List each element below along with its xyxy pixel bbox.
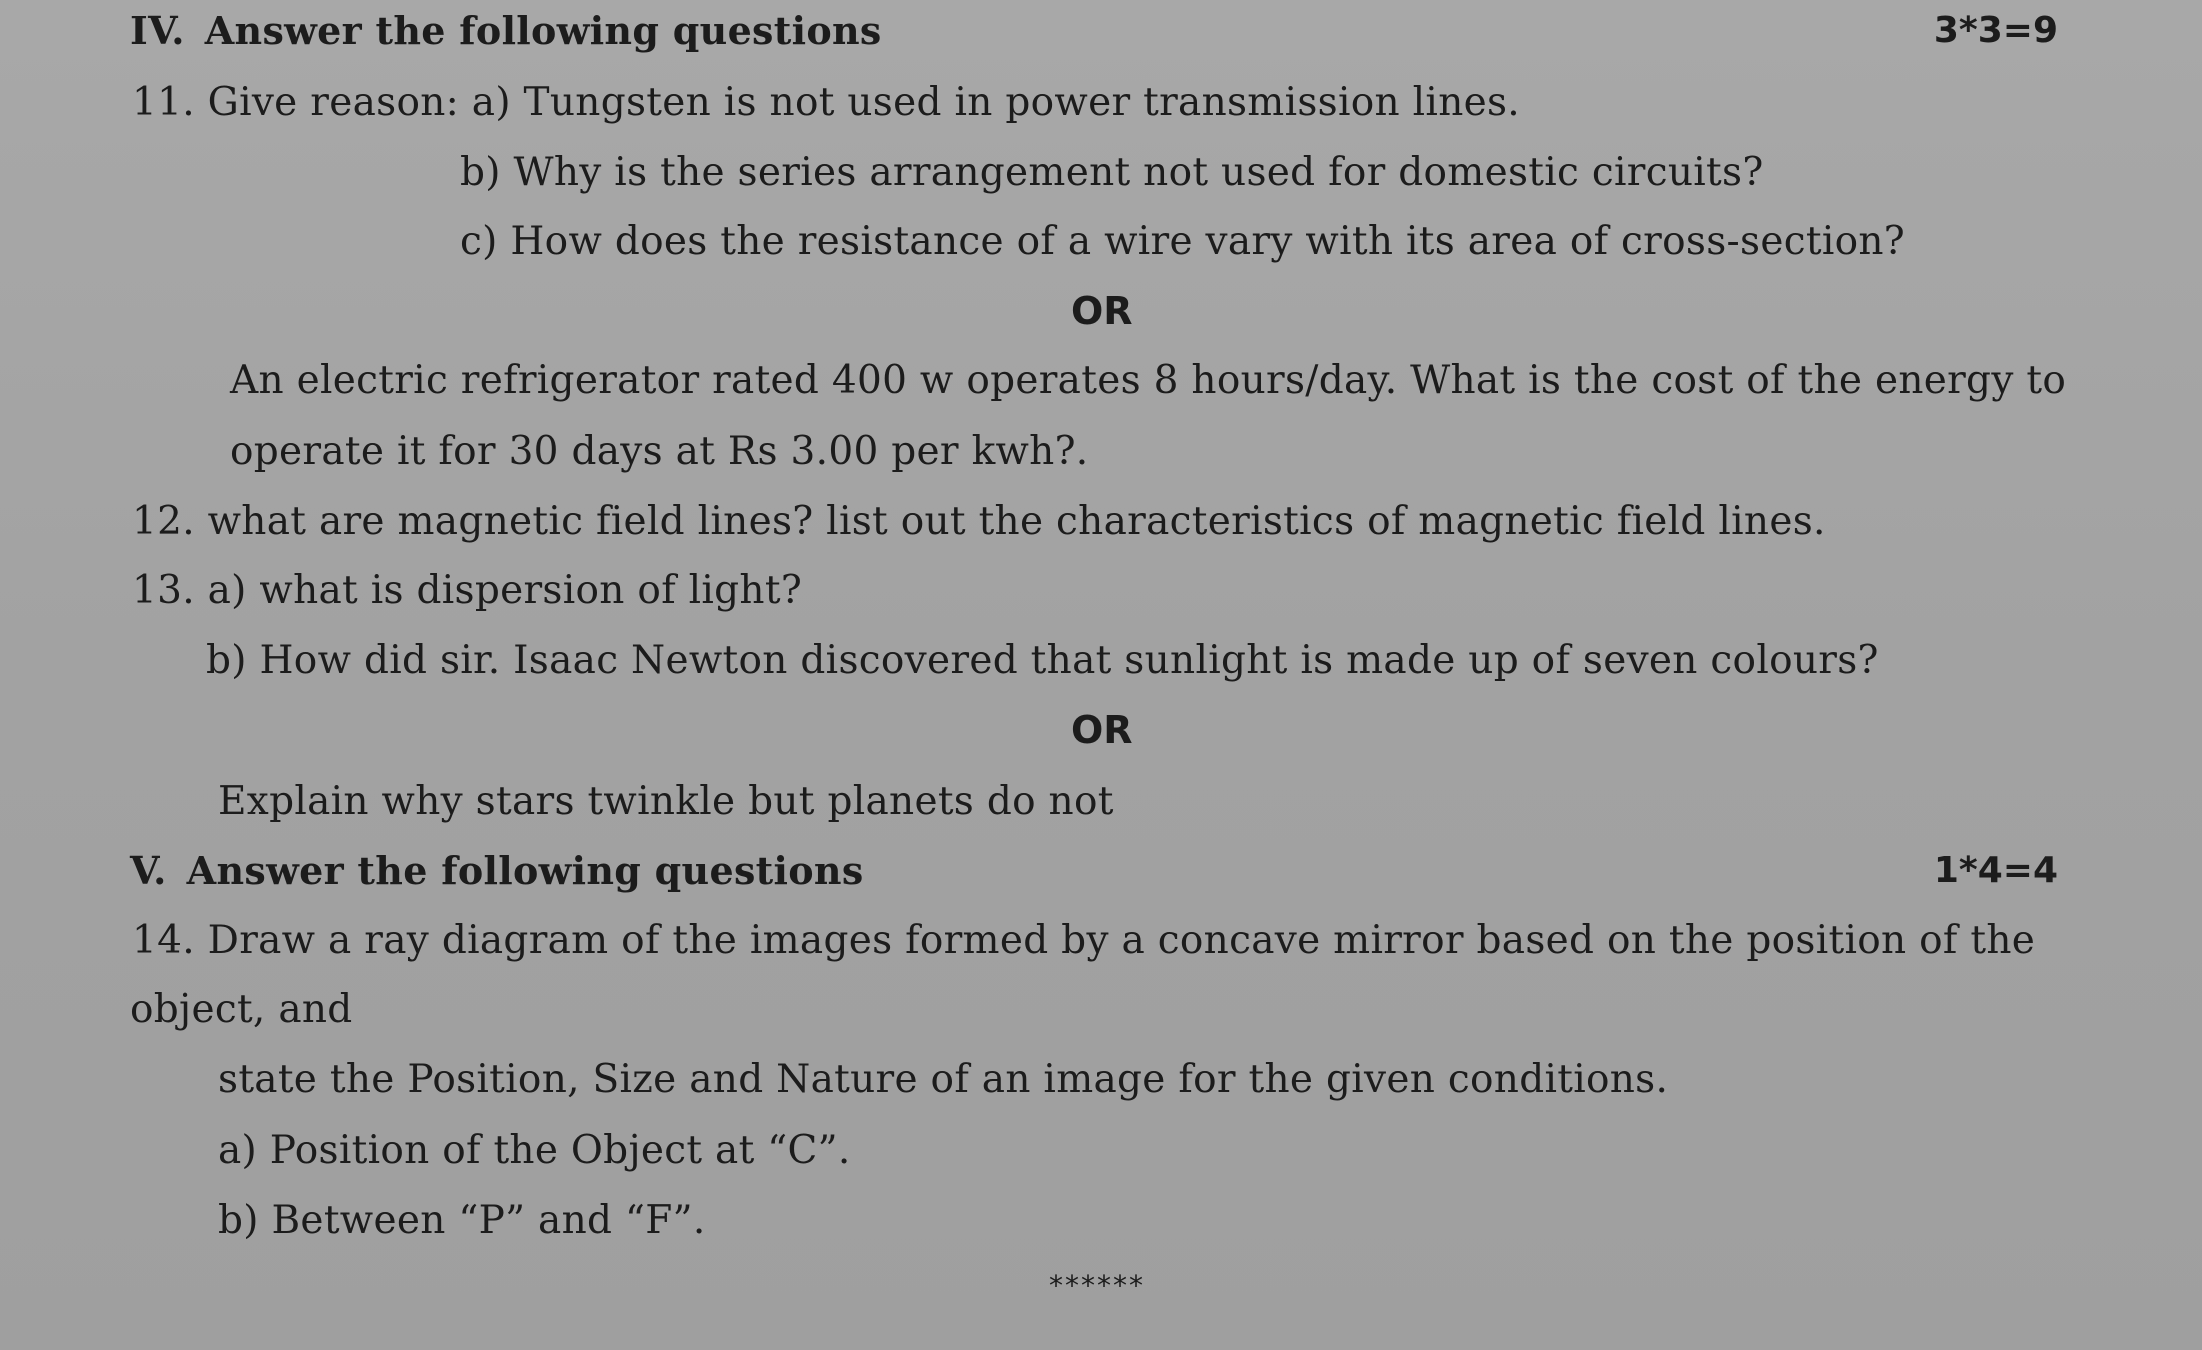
q11-part-c: c) How does the resistance of a wire vary with its area of cross-section? bbox=[460, 219, 1905, 264]
q11-part-a: 11. Give reason: a) Tungsten is not used in power transmission lines. bbox=[132, 80, 1521, 125]
section-v-marks: 1*4=4 bbox=[1933, 850, 2058, 891]
section-v-heading bbox=[130, 846, 864, 896]
q14-line-3: state the Position, Size and Nature of an image for the given conditions. bbox=[218, 1057, 1669, 1102]
q13-alt: Explain why stars twinkle but planets do not bbox=[218, 779, 1114, 824]
q14-line-1: 14. Draw a ray diagram of the images formed by a concave mirror based on the position of the bbox=[132, 918, 2036, 963]
q12-text: 12. what are magnetic field lines? list out the characteristics of magnetic field lines. bbox=[132, 499, 1826, 544]
q14-part-b: b) Between “P” and “F”. bbox=[218, 1198, 706, 1243]
section-iv-number: IV. bbox=[130, 8, 185, 53]
q11-part-b: b) Why is the series arrangement not used for domestic circuits? bbox=[460, 150, 1764, 195]
end-of-paper-mark: ****** bbox=[1049, 1269, 1145, 1302]
q13-part-b: b) How did sir. Isaac Newton discovered that sunlight is made up of seven colours? bbox=[206, 638, 1879, 683]
section-iv-heading bbox=[130, 6, 882, 56]
section-v-title: Answer the following questions bbox=[186, 848, 864, 893]
q14-part-a: a) Position of the Object at “C”. bbox=[218, 1128, 851, 1173]
section-iv-title: Answer the following questions bbox=[204, 8, 882, 53]
section-iv-marks: 3*3=9 bbox=[1933, 10, 2058, 51]
q11-alt-line-2: operate it for 30 days at Rs 3.00 per kwh?. bbox=[230, 429, 1089, 474]
q14-line-2: object, and bbox=[130, 987, 353, 1032]
q13-part-a: 13. a) what is dispersion of light? bbox=[132, 568, 803, 613]
section-v-number: V. bbox=[130, 848, 167, 893]
q11-alt-line-1: An electric refrigerator rated 400 w operates 8 hours/day. What is the cost of the energy to bbox=[230, 358, 2067, 403]
q11-or-divider: OR bbox=[1071, 289, 1133, 333]
q13-or-divider: OR bbox=[1071, 708, 1133, 752]
